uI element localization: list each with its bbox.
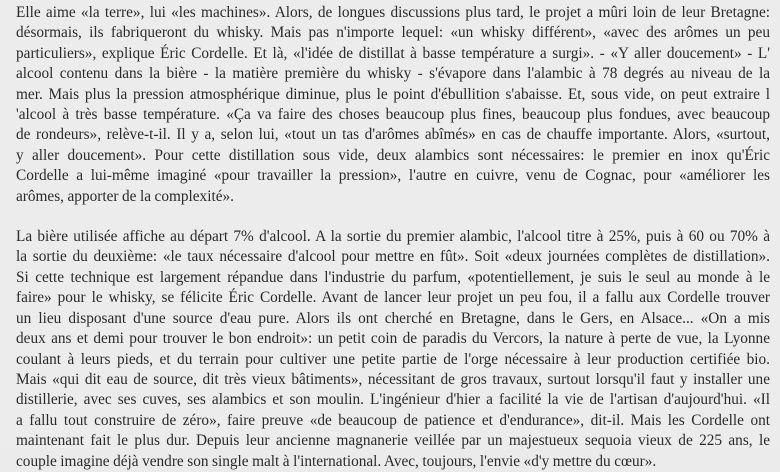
paragraph-gap: [16, 207, 770, 227]
text-line: deux ans et demi pour trouver le bon endroit»: un petit coin de paradis du Vercors, la nature à perte de vue, la Lyonne: [16, 330, 770, 348]
text-line: Cordelle a lui-même imaginé «pour travailler la pression», l'autre en cuivre, venu de Cognac, pour «améliorer les: [16, 167, 770, 185]
text-line: couple imagine déjà vendre son single malt à l'international. Avec, toujours, l'envie «d'y mettre du cœur».: [16, 452, 657, 470]
text-line: Mais «qui dit eau de source, dit très vieux bâtiments», nécessitant de gros travaux, surtout lorsqu'il faut y installer une: [16, 370, 770, 388]
text-line: a fallu tout construire de zéro», faire preuve «de beaucoup de patience et d'endurance», dit-il. Mais les Cordelle ont: [16, 411, 770, 429]
text-line: La bière utilisée affiche au départ 7% d'alcool. A la sortie du premier alambic, l'alcool titre à 25%, puis à 60 ou 70% à: [16, 228, 770, 246]
text-line: 'alcool à très basse température. «Ça va faire des choses beaucoup plus fines, beaucoup plus fondues, avec beaucoup: [16, 106, 770, 124]
text-line: maintenant fait le plus dur. Depuis leur ancienne magnanerie veillée par un majestueux sequoia vieux de 225 ans, le: [16, 432, 770, 450]
paragraph-2: [16, 227, 770, 472]
text-line: arômes, apporter de la complexité».: [16, 187, 234, 205]
text-line: de rondeurs», relève-t-il. Il y a, selon lui, «tout un tas d'arômes abîmés» en cas de chauffe importante. Alors, «surtout,: [16, 126, 770, 144]
text-line: Elle aime «la terre», lui «les machines». Alors, de longues discussions plus tard, le projet a mûri loin de leur Bretagne:: [16, 4, 770, 21]
text-line: mer. Mais plus la pression atmosphérique diminue, plus le point d'ébullition s'abaisse. Et, sous vide, on peut extraire l: [16, 85, 770, 103]
text-line: y aller doucement». Pour cette distillation sous vide, deux alambics sont nécessaires: le premier en inox qu'Éric: [16, 146, 770, 164]
text-line: un lieu disposant d'une source d'eau pure. Alors ils ont cherché en Bretagne, dans le Gers, en Alsace... «On a mis: [16, 309, 770, 327]
text-line: particuliers», explique Éric Cordelle. Et là, «l'idée de distillat à basse température a surgi». - «Y aller doucement» - L': [16, 44, 770, 62]
text-line: la sortie du deuxième: «le taux nécessaire d'alcool pour mettre en fût». Soit «deux journées complètes de distillation».: [16, 248, 770, 266]
text-line: Si cette technique est largement répandue dans l'industrie du parfum, «potentiellement, je suis le seul au monde à le: [16, 268, 770, 286]
text-line: distillerie, avec ses cuves, ses alambics et son moulin. L'ingénieur d'hier a facilité la vie de l'artisan d'aujourd'hui. «Il: [16, 391, 770, 409]
text-line: désormais, ils fabriqueront du whisky. Mais pas n'importe lequel: «un whisky différent», «avec des arômes un peu: [16, 24, 770, 42]
text-line: faire» pour le whisky, se félicite Éric Cordelle. Avant de lancer leur projet un peu fou, il a fallu aux Cordelle trouver: [16, 289, 770, 307]
text-line: alcool contenu dans la bière - la matière première du whisky - s'évapore dans l'alambic à 78 degrés au niveau de la: [16, 65, 770, 83]
text-line: coulant à leurs pieds, et du terrain pour cultiver une petite partie de l'orge nécessaire à leur production certifiée bio.: [16, 350, 770, 368]
paragraph-1: [16, 3, 770, 207]
